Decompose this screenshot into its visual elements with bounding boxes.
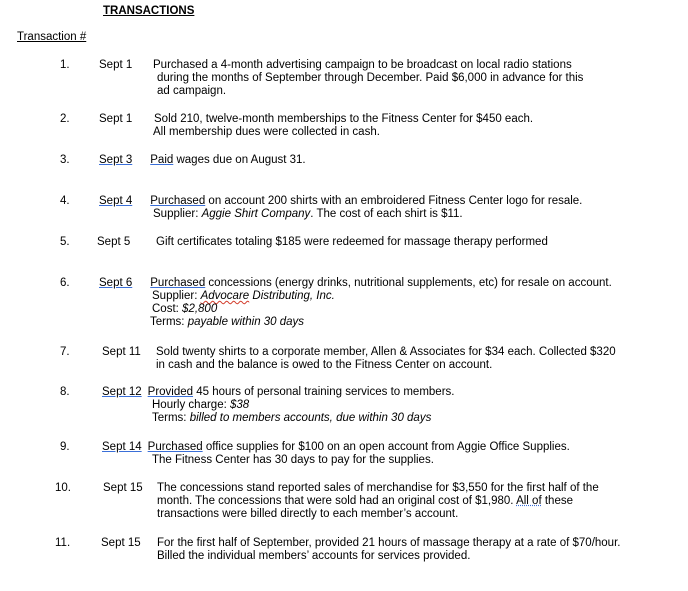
transaction-num: 4. [60, 195, 70, 207]
rate-label: Hourly charge: [152, 399, 230, 411]
description-line: Sold 210, twelve-month memberships to the Fitness Center for $450 each. [154, 113, 534, 125]
transaction-verb: Paid [150, 154, 174, 166]
transaction-date: Sept 12 [102, 386, 142, 398]
transaction-date: Sept 6 [99, 277, 133, 289]
transaction-num: 10. [55, 482, 71, 494]
transaction-verb: Purchased [147, 441, 203, 453]
description-line: during the months of September through December. Paid $6,000 in advance for this [157, 72, 584, 84]
description-text: 45 hours of personal training services to members. [193, 386, 455, 398]
transaction-description [156, 346, 616, 372]
transaction-number-label: Transaction # [17, 31, 87, 43]
transaction-description: Gift certificates totaling $185 were redeemed for massage therapy performed [156, 236, 548, 248]
page-title: TRANSACTIONS [103, 5, 195, 17]
transaction-description [153, 59, 583, 98]
rate-value: $38 [229, 399, 250, 411]
transaction-description [99, 154, 306, 167]
transaction-num: 9. [60, 441, 70, 453]
description-line: Sold twenty shirts to a corporate member, Allen & Associates for $34 each. Collected $320 [156, 346, 616, 358]
grammar-flag-text: All of [516, 495, 542, 507]
transaction-date: Sept 4 [99, 195, 133, 207]
terms-value: payable within 30 days [187, 316, 305, 328]
transaction-date: Sept 1 [99, 113, 133, 125]
description-text: concessions (energy drinks, nutritional supplements, etc) for resale on account. [205, 277, 612, 289]
transaction-num: 11. [55, 537, 71, 549]
transaction-date: Sept 11 [102, 346, 141, 358]
transaction-verb: Provided [147, 386, 194, 398]
transaction-num: 1. [60, 59, 70, 71]
description-text: month. The concessions that were sold had an original cost of $1,980. [157, 495, 517, 507]
cost-label: Cost: [152, 303, 183, 315]
transaction-date: Sept 15 [101, 537, 141, 549]
supplier-label: Supplier: [152, 290, 201, 302]
transaction-description [157, 482, 599, 521]
transaction-num: 2. [60, 113, 70, 125]
transaction-date: Sept 1 [99, 59, 133, 71]
supplier-name: Advocare [200, 290, 250, 302]
description-line: ad campaign. [157, 85, 227, 97]
description-line: in cash and the balance is owed to the Fitness Center on account. [156, 359, 493, 371]
transaction-verb: Purchased [150, 195, 206, 207]
transaction-description [157, 537, 620, 563]
transaction-description [102, 386, 454, 425]
description-text: on account 200 shirts with an embroidered Fitness Center logo for resale. [205, 195, 583, 207]
description-line: Purchased a 4-month advertising campaign to be broadcast on local radio stations [153, 59, 572, 71]
transaction-num: 6. [60, 277, 70, 289]
transaction-date: Sept 3 [99, 154, 133, 166]
cost-value: $2,800 [182, 303, 218, 315]
description-line: transactions were billed directly to each member’s account. [157, 508, 459, 520]
description-line: The concessions stand reported sales of merchandise for $3,550 for the first half of the [157, 482, 599, 494]
transaction-description [99, 277, 612, 329]
transaction-date: Sept 14 [102, 441, 142, 453]
transaction-num: 5. [60, 236, 70, 248]
transaction-num: 8. [60, 386, 70, 398]
transaction-description [102, 441, 570, 467]
terms-value: billed to members accounts, due within 30 days [189, 412, 432, 424]
description-line: The Fitness Center has 30 days to pay for the supplies. [152, 454, 434, 466]
transaction-num: 3. [60, 154, 70, 166]
transaction-num: 7. [60, 346, 70, 358]
terms-label: Terms: [152, 412, 190, 424]
description-text: office supplies for $100 on an open account from Aggie Office Supplies. [202, 441, 570, 453]
transaction-date: Sept 15 [103, 482, 143, 494]
description-line: All membership dues were collected in cash. [153, 126, 380, 138]
supplier-name: Distributing, Inc. [249, 290, 335, 302]
transaction-description [99, 195, 582, 221]
transaction-date: Sept 5 [97, 236, 131, 248]
terms-label: Terms: [150, 316, 188, 328]
description-text: these [541, 495, 573, 507]
description-line: For the first half of September, provided 21 hours of massage therapy at a rate of $70/hour. [157, 537, 621, 549]
supplier-name: Aggie Shirt Company [201, 208, 311, 220]
transaction-verb: Purchased [150, 277, 206, 289]
description-line: Billed the individual members’ accounts for services provided. [157, 550, 471, 562]
transaction-description [153, 113, 533, 139]
description-text: wages due on August 31. [173, 154, 306, 166]
supplier-label: Supplier: [153, 208, 202, 220]
description-text: . The cost of each shirt is $11. [310, 208, 463, 220]
